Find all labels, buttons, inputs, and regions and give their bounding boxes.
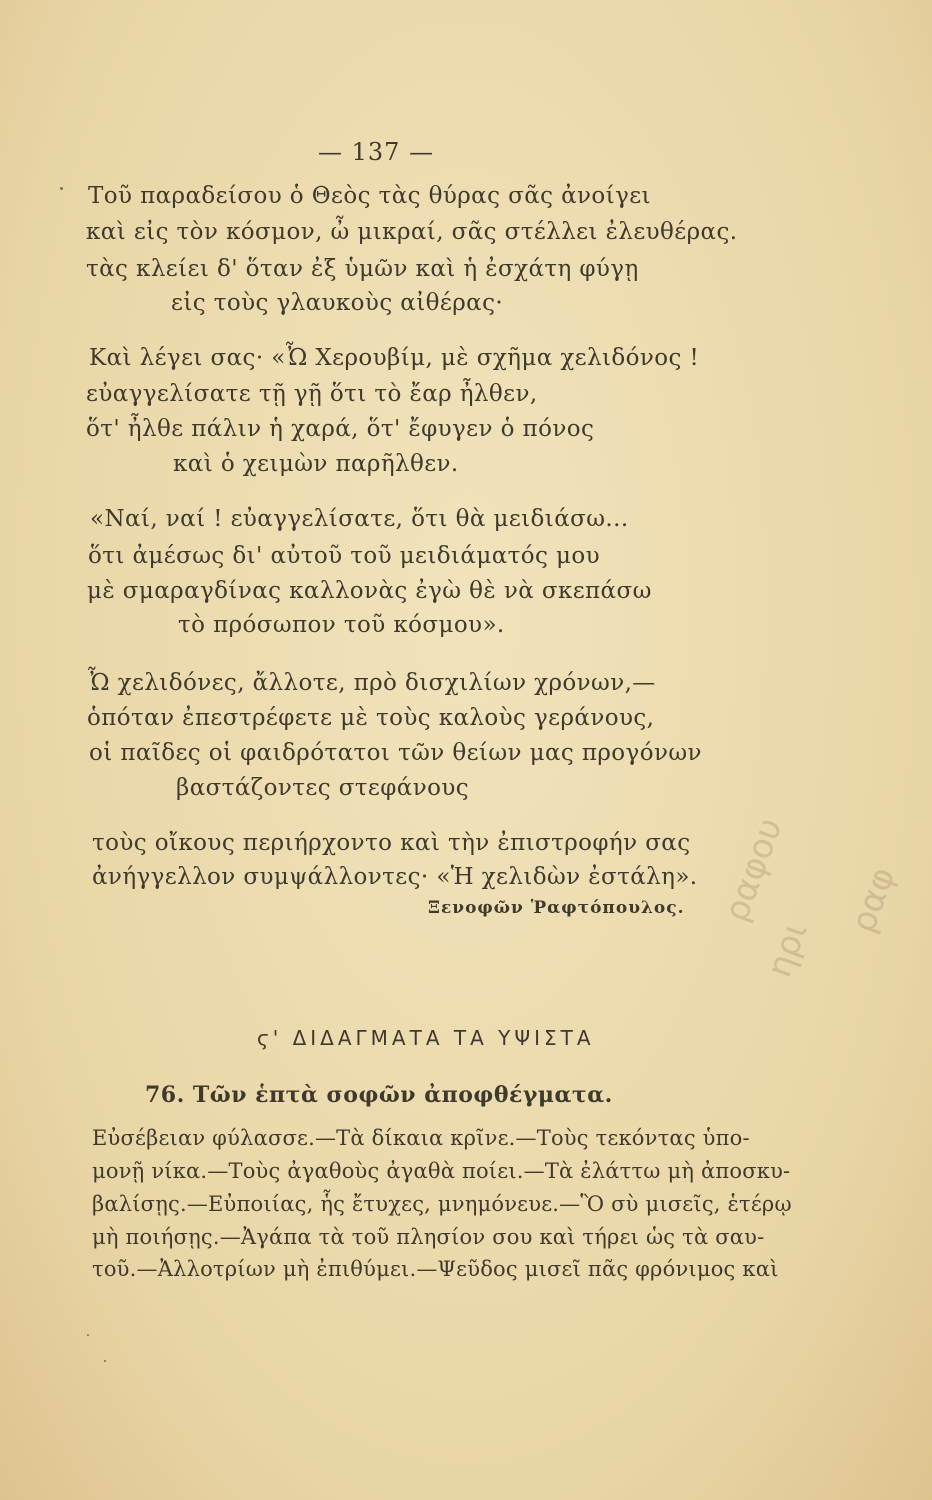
prose-line: μὴ ποιήσῃς.—Ἀγάπα τὰ τοῦ πλησίον σου καὶ τήρει ὡς τὰ σαυ- xyxy=(92,1225,765,1249)
poem-line: τοὺς οἴκους περιήρχοντο καὶ τὴν ἐπιστροφήν σας xyxy=(92,830,691,856)
poem-line: ὅτ' ἦλθε πάλιν ἡ χαρά, ὅτ' ἔφυγεν ὁ πόνος xyxy=(86,416,595,442)
poem-line: ὅτι ἀμέσως δι' αὐτοῦ τοῦ μειδιάματός μου xyxy=(88,543,600,569)
prose-line: τοῦ.—Ἀλλοτρίων μὴ ἐπιθύμει.—Ψεῦδος μισεῖ πᾶς φρόνιμος καὶ xyxy=(92,1257,779,1281)
poem-line: «Ναί, ναί ! εὐαγγελίσατε, ὅτι θὰ μειδιάσω... xyxy=(90,506,629,532)
page-number: — 137 — xyxy=(318,138,435,166)
poem-line: ὁπόταν ἐπεστρέφετε μὲ τοὺς καλοὺς γεράνους, xyxy=(87,705,655,731)
speck xyxy=(60,187,63,190)
poem-line: καὶ εἰς τὸν κόσμον, ὦ μικραί, σᾶς στέλλει ἐλευθέρας. xyxy=(86,219,738,245)
pencil-mark: ηρι xyxy=(759,917,816,983)
poem-line: εὐαγγελίσατε τῇ γῇ ὅτι τὸ ἔαρ ἦλθεν, xyxy=(86,381,538,407)
speck xyxy=(87,1334,89,1336)
poem-line: ἀνήγγελλον συμψάλλοντες· «Ἡ χελιδὼν ἐστάλη». xyxy=(92,864,698,890)
section-heading: ϛ' ΔΙΔΑΓΜΑΤΑ ΤΑ ΥΨΙΣΤΑ xyxy=(257,1026,595,1050)
prose-line: Εὐσέβειαν φύλασσε.—Τὰ δίκαια κρῖνε.—Τοὺς τεκόντας ὑπο- xyxy=(92,1126,750,1150)
author-signature: Ξενοφῶν Ῥαφτόπουλος. xyxy=(428,898,685,918)
pencil-mark: ραφ xyxy=(843,861,904,939)
poem-line: Τοῦ παραδείσου ὁ Θεὸς τὰς θύρας σᾶς ἀνοίγει xyxy=(88,183,651,209)
prose-line: μονῇ νίκα.—Τοὺς ἀγαθοὺς ἀγαθὰ ποίει.—Τὰ ἐλάττω μὴ ἀποσκυ- xyxy=(92,1159,791,1183)
poem-line: τὰς κλείει δ' ὅταν ἐξ ὑμῶν καὶ ἡ ἐσχάτη φύγῃ xyxy=(86,256,639,282)
poem-line: εἰς τοὺς γλαυκοὺς αἰθέρας· xyxy=(171,290,504,316)
article-title: 76. Τῶν ἑπτὰ σοφῶν ἀποφθέγματα. xyxy=(145,1082,613,1108)
poem-line: τὸ πρόσωπον τοῦ κόσμου». xyxy=(178,612,505,638)
poem-line: βαστάζοντες στεφάνους xyxy=(176,775,469,801)
pencil-mark: ραφου xyxy=(716,812,791,928)
speck xyxy=(104,1360,106,1362)
poem-line: μὲ σμαραγδίνας καλλονὰς ἐγὼ θὲ νὰ σκεπάσω xyxy=(87,578,652,604)
prose-line: βαλίσῃς.—Εὐποιίας, ἧς ἔτυχες, μνημόνευε.—Ὃ σὺ μισεῖς, ἑτέρῳ xyxy=(92,1192,792,1216)
poem-line: Καὶ λέγει σας· «Ὦ Χερουβίμ, μὲ σχῆμα χελιδόνος ! xyxy=(89,345,700,371)
poem-line: καὶ ὁ χειμὼν παρῆλθεν. xyxy=(173,451,459,477)
poem-line: οἱ παῖδες οἱ φαιδρότατοι τῶν θείων μας προγόνων xyxy=(89,740,702,766)
poem-line: Ὦ χελιδόνες, ἄλλοτε, πρὸ δισχιλίων χρόνων,— xyxy=(88,670,656,696)
